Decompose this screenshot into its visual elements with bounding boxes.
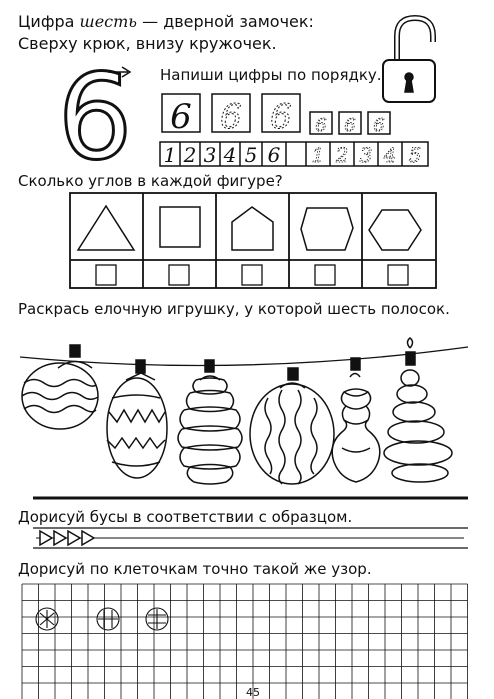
header-line-2: Сверху крюк, внизу кружочек. — [18, 34, 277, 53]
padlock-icon — [383, 18, 435, 102]
traced-digit-2: 2 — [335, 143, 349, 167]
bead-sample-1 — [40, 531, 52, 545]
answer-box-5 — [388, 265, 408, 285]
answer-box-3 — [242, 265, 262, 285]
sequence-traced-digits — [312, 143, 422, 167]
answer-box-1 — [96, 265, 116, 285]
bead-sample-2 — [54, 531, 66, 545]
shape-hexagon — [369, 210, 421, 250]
sample-digit-2: 6 — [220, 97, 242, 137]
page-number: 45 — [246, 686, 260, 699]
bead-sample-3 — [68, 531, 80, 545]
traced-digit-1: 1 — [311, 143, 325, 167]
big-digit-text: 6 — [57, 48, 133, 186]
sequence-digits — [164, 143, 281, 167]
traced-digit-4: 4 — [383, 143, 397, 167]
shape-triangle — [78, 206, 134, 250]
answer-box-4 — [315, 265, 335, 285]
traced-digit-3: 3 — [359, 143, 373, 167]
task-write-text: Напиши цифры по порядку. — [160, 66, 382, 84]
sample-digit-5: 6 — [344, 115, 356, 136]
bead-sample-4 — [82, 531, 94, 545]
ornament-5-snowman — [332, 358, 380, 482]
traced-digit-5: 5 — [408, 143, 422, 167]
beads-area — [33, 528, 468, 548]
task-color-text: Раскрась елочную игрушку, у которой шесть полосок. — [18, 300, 450, 318]
answer-box-2 — [169, 265, 189, 285]
garland-string — [20, 347, 468, 365]
header-suffix: — дверной замочек: — [137, 12, 314, 31]
ornament-4-round — [250, 368, 334, 484]
task-angles-text: Сколько углов в каждой фигуре? — [18, 172, 283, 190]
ornament-2-oval — [107, 360, 167, 478]
sample-digit-1: 6 — [170, 97, 192, 137]
shape-irregular-hexagon — [301, 208, 353, 250]
header-word-six: шесть — [79, 12, 138, 31]
big-digit-six — [57, 48, 132, 186]
task-beads-text: Дорисуй бусы в соответствии с образцом. — [18, 508, 353, 526]
task-pattern-text: Дорисуй по клеточкам точно такой же узор. — [18, 560, 372, 578]
seq-digit-5: 5 — [244, 143, 258, 167]
sample-digit-6: 6 — [373, 115, 385, 136]
seq-digit-2: 2 — [183, 143, 197, 167]
shape-square — [160, 207, 200, 247]
header-prefix: Цифра — [18, 12, 80, 31]
shape-pentagon — [232, 207, 273, 250]
ornament-3-beehive — [178, 360, 242, 484]
seq-digit-3: 3 — [203, 143, 217, 167]
seq-digit-1: 1 — [163, 143, 177, 167]
pattern-samples — [36, 608, 168, 630]
sample-digit-3: 6 — [270, 97, 292, 137]
seq-digit-6: 6 — [267, 143, 281, 167]
seq-digit-4: 4 — [223, 143, 237, 167]
ornament-6-pyramid — [384, 338, 452, 482]
sample-digit-4: 6 — [315, 115, 327, 136]
pattern-grid — [22, 584, 468, 699]
digit-samples — [170, 97, 385, 137]
